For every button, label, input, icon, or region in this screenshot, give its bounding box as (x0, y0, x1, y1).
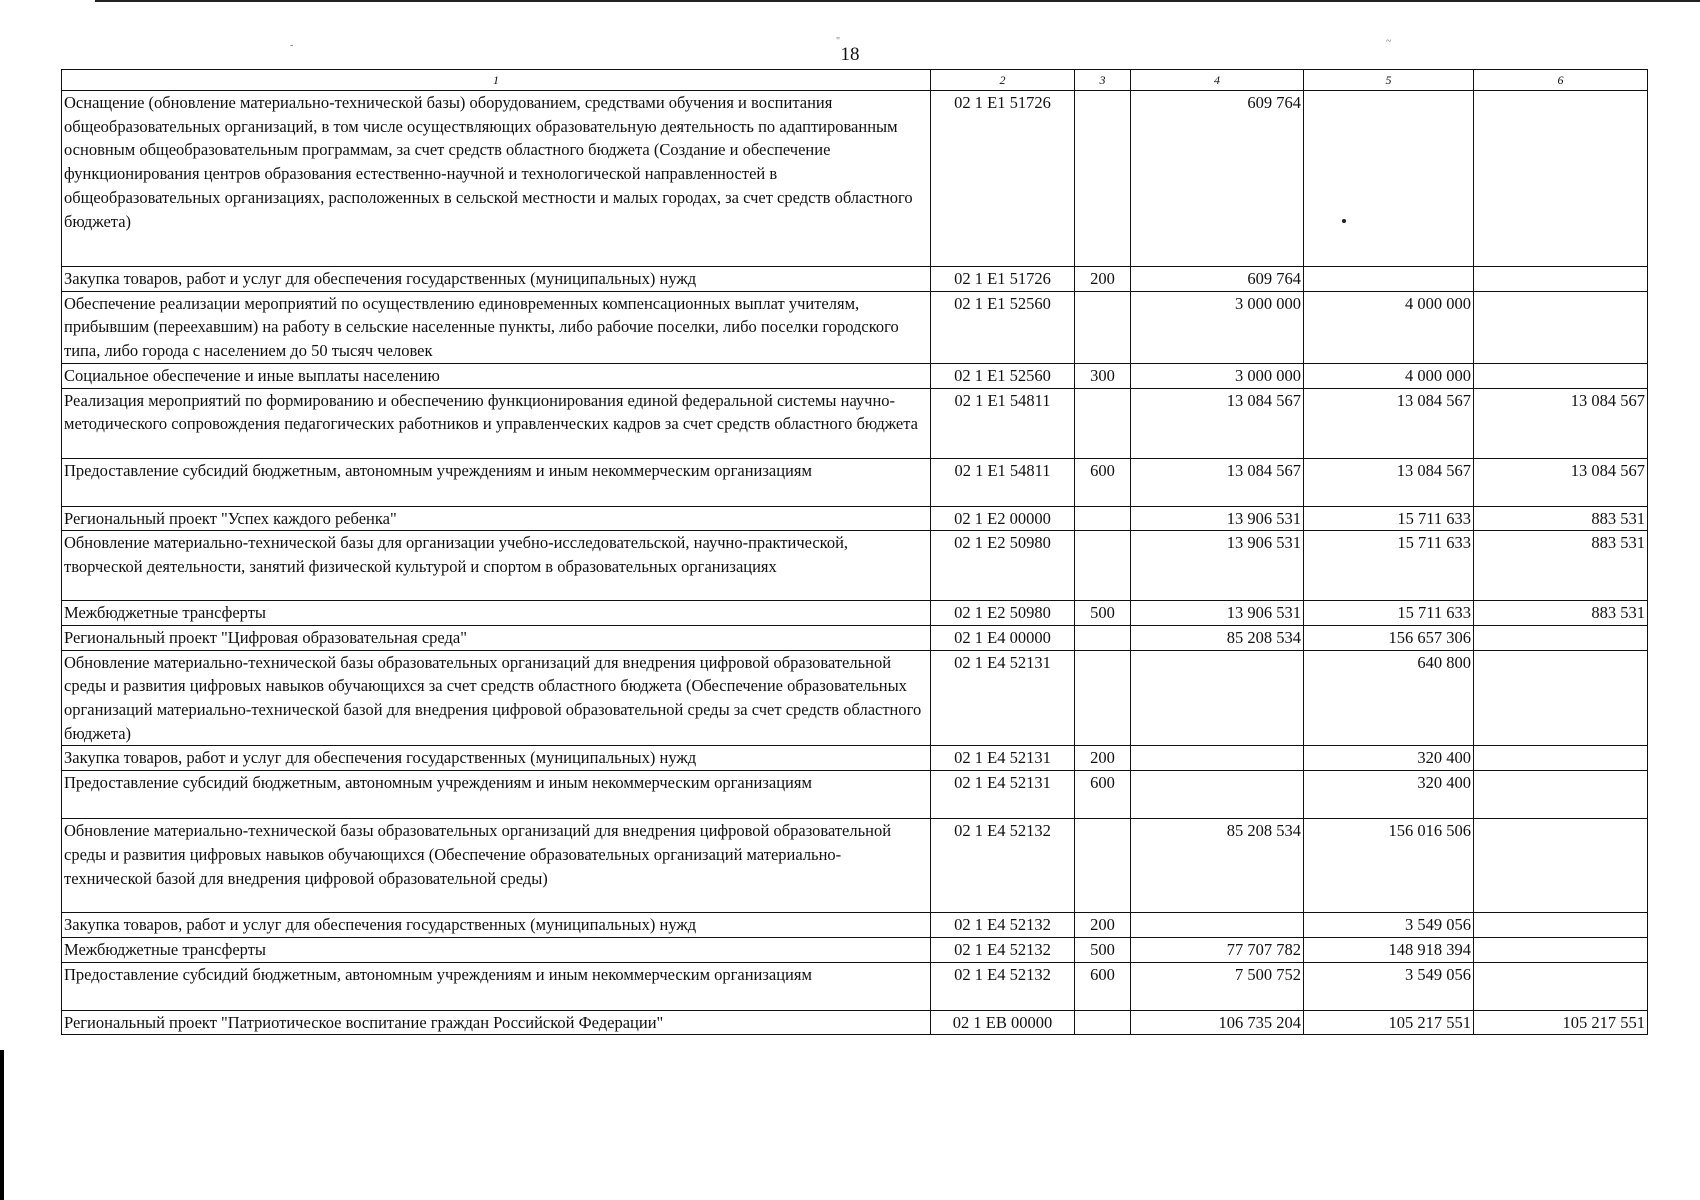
row-value-col4: 85 208 534 (1131, 819, 1304, 913)
row-type-cell (1075, 819, 1131, 913)
row-code-cell: 02 1 E1 54811 (931, 458, 1075, 506)
row-value-col4 (1131, 913, 1304, 938)
table-row (62, 913, 1648, 938)
table-row (62, 601, 1648, 626)
page-number: 18 (840, 44, 860, 65)
table-row (62, 91, 1648, 267)
table-row (62, 962, 1648, 1010)
row-value-col4: 13 906 531 (1131, 601, 1304, 626)
scan-speck: ~ (1386, 36, 1392, 47)
row-value-col6: 883 531 (1474, 531, 1648, 601)
row-type-cell: 200 (1075, 913, 1131, 938)
row-code-cell: 02 1 E4 00000 (931, 625, 1075, 650)
scan-edge-mark (0, 1050, 4, 1200)
row-value-col5: 156 657 306 (1304, 625, 1474, 650)
row-name-cell: Предоставление субсидий бюджетным, автономным учреждениям и иным некоммерческим организациям (62, 962, 931, 1010)
row-code-cell: 02 1 E2 50980 (931, 531, 1075, 601)
row-value-col5: 156 016 506 (1304, 819, 1474, 913)
row-value-col6 (1474, 962, 1648, 1010)
row-value-col4 (1131, 650, 1304, 746)
row-value-col6: 13 084 567 (1474, 388, 1648, 458)
row-name-cell: Закупка товаров, работ и услуг для обеспечения государственных (муниципальных) нужд (62, 746, 931, 771)
row-value-col4: 85 208 534 (1131, 625, 1304, 650)
row-value-col4: 609 764 (1131, 91, 1304, 267)
row-name-cell: Региональный проект "Успех каждого ребенка" (62, 506, 931, 531)
row-value-col6: 883 531 (1474, 506, 1648, 531)
row-value-col6: 13 084 567 (1474, 458, 1648, 506)
row-value-col6 (1474, 771, 1648, 819)
row-type-cell (1075, 531, 1131, 601)
row-value-col6 (1474, 291, 1648, 363)
row-type-cell: 200 (1075, 746, 1131, 771)
row-name-cell: Обновление материально-технической базы образовательных организаций для внедрения цифровой образовательной среды и развития цифровых навыков обучающихся (Обеспечение образовательных организаций материально-технической базой для внедрения цифровой образовательной среды) (62, 819, 931, 913)
column-header: 2 (931, 70, 1075, 91)
row-type-cell: 300 (1075, 363, 1131, 388)
row-type-cell (1075, 506, 1131, 531)
column-number-header (62, 70, 1648, 91)
table-row (62, 625, 1648, 650)
row-type-cell: 600 (1075, 962, 1131, 1010)
table-row (62, 267, 1648, 292)
row-value-col5: 320 400 (1304, 746, 1474, 771)
row-type-cell (1075, 91, 1131, 267)
row-name-cell: Социальное обеспечение и иные выплаты населению (62, 363, 931, 388)
row-name-cell: Закупка товаров, работ и услуг для обеспечения государственных (муниципальных) нужд (62, 913, 931, 938)
row-name-cell: Закупка товаров, работ и услуг для обеспечения государственных (муниципальных) нужд (62, 267, 931, 292)
row-value-col4 (1131, 746, 1304, 771)
table-row (62, 531, 1648, 601)
table-row (62, 1010, 1648, 1035)
table-row (62, 937, 1648, 962)
row-code-cell: 02 1 E2 00000 (931, 506, 1075, 531)
row-value-col6 (1474, 267, 1648, 292)
row-code-cell: 02 1 E4 52132 (931, 962, 1075, 1010)
row-name-cell: Оснащение (обновление материально-технической базы) оборудованием, средствами обучения и воспитания общеобразовательных организаций, в том числе осуществляющих образовательную деятельность по адаптированным основным общеобразовательным программам, за счет средств областного бюджета (Создание и обеспечение функционирования центров образования естественно-научной и технологической направленностей в общеобразовательных организациях, расположенных в сельской местности и малых городах, за счет средств областного бюджета) (62, 91, 931, 267)
table-row (62, 771, 1648, 819)
row-type-cell: 600 (1075, 771, 1131, 819)
table-row (62, 363, 1648, 388)
row-code-cell: 02 1 E4 52131 (931, 650, 1075, 746)
top-border-line (95, 0, 1700, 2)
row-name-cell: Обновление материально-технической базы образовательных организаций для внедрения цифровой образовательной среды и развития цифровых навыков обучающихся за счет средств областного бюджета (Обеспечение образовательных организаций материально-технической базой для внедрения цифровой образовательной среды за счет средств областного бюджета) (62, 650, 931, 746)
row-value-col5: 3 549 056 (1304, 913, 1474, 938)
row-name-cell: Обеспечение реализации мероприятий по осуществлению единовременных компенсационных выплат учителям, прибывшим (переехавшим) на работу в сельские населенные пункты, либо рабочие поселки, либо поселки городского типа, либо города с населением до 50 тысяч человек (62, 291, 931, 363)
row-value-col5: 148 918 394 (1304, 937, 1474, 962)
row-value-col4: 13 906 531 (1131, 531, 1304, 601)
row-code-cell: 02 1 E4 52132 (931, 937, 1075, 962)
row-value-col6 (1474, 819, 1648, 913)
row-value-col4: 77 707 782 (1131, 937, 1304, 962)
table-row (62, 388, 1648, 458)
row-value-col5: 13 084 567 (1304, 388, 1474, 458)
row-type-cell (1075, 625, 1131, 650)
row-value-col5: 15 711 633 (1304, 601, 1474, 626)
row-value-col5: 13 084 567 (1304, 458, 1474, 506)
row-value-col4: 13 084 567 (1131, 458, 1304, 506)
row-name-cell: Межбюджетные трансферты (62, 601, 931, 626)
row-code-cell: 02 1 E4 52131 (931, 746, 1075, 771)
row-code-cell: 02 1 E1 52560 (931, 363, 1075, 388)
row-code-cell: 02 1 E1 51726 (931, 267, 1075, 292)
row-type-cell (1075, 1010, 1131, 1035)
row-value-col6 (1474, 650, 1648, 746)
row-code-cell: 02 1 EB 00000 (931, 1010, 1075, 1035)
row-name-cell: Межбюджетные трансферты (62, 937, 931, 962)
row-value-col5 (1304, 267, 1474, 292)
row-value-col5: 320 400 (1304, 771, 1474, 819)
row-type-cell (1075, 650, 1131, 746)
table-row (62, 650, 1648, 746)
row-value-col5: 4 000 000 (1304, 363, 1474, 388)
row-name-cell: Региональный проект "Цифровая образовательная среда" (62, 625, 931, 650)
row-name-cell: Обновление материально-технической базы для организации учебно-исследовательской, научно-практической, творческой деятельности, занятий физической культурой и спортом в образовательных организациях (62, 531, 931, 601)
row-code-cell: 02 1 E1 51726 (931, 91, 1075, 267)
row-type-cell: 200 (1075, 267, 1131, 292)
row-name-cell: Реализация мероприятий по формированию и обеспечению функционирования единой федеральной системы научно-методического сопровождения педагогических работников и управленческих кадров за счет средств областного бюджета (62, 388, 931, 458)
column-header: 1 (62, 70, 931, 91)
row-name-cell: Предоставление субсидий бюджетным, автономным учреждениям и иным некоммерческим организациям (62, 458, 931, 506)
row-value-col6 (1474, 363, 1648, 388)
row-name-cell: Региональный проект "Патриотическое воспитание граждан Российской Федерации" (62, 1010, 931, 1035)
row-value-col6 (1474, 937, 1648, 962)
row-value-col4: 13 906 531 (1131, 506, 1304, 531)
row-value-col4: 13 084 567 (1131, 388, 1304, 458)
row-value-col5: 640 800 (1304, 650, 1474, 746)
row-value-col6 (1474, 746, 1648, 771)
table-row (62, 819, 1648, 913)
column-header: 4 (1131, 70, 1304, 91)
table-row (62, 506, 1648, 531)
row-code-cell: 02 1 E4 52132 (931, 913, 1075, 938)
table-row (62, 291, 1648, 363)
budget-table (61, 69, 1648, 1035)
row-value-col4: 106 735 204 (1131, 1010, 1304, 1035)
row-value-col6 (1474, 625, 1648, 650)
row-value-col6: 105 217 551 (1474, 1010, 1648, 1035)
row-value-col4: 3 000 000 (1131, 363, 1304, 388)
row-code-cell: 02 1 E1 54811 (931, 388, 1075, 458)
column-header: 3 (1075, 70, 1131, 91)
row-code-cell: 02 1 E4 52132 (931, 819, 1075, 913)
row-value-col4: 7 500 752 (1131, 962, 1304, 1010)
row-value-col5: 4 000 000 (1304, 291, 1474, 363)
row-code-cell: 02 1 E1 52560 (931, 291, 1075, 363)
scan-speck: - (290, 40, 294, 51)
row-type-cell: 500 (1075, 937, 1131, 962)
row-name-cell: Предоставление субсидий бюджетным, автономным учреждениям и иным некоммерческим организациям (62, 771, 931, 819)
row-type-cell: 500 (1075, 601, 1131, 626)
column-header: 5 (1304, 70, 1474, 91)
row-value-col6 (1474, 913, 1648, 938)
table-row (62, 458, 1648, 506)
row-value-col5: 105 217 551 (1304, 1010, 1474, 1035)
row-value-col5 (1304, 91, 1474, 267)
row-value-col6: 883 531 (1474, 601, 1648, 626)
row-value-col4: 3 000 000 (1131, 291, 1304, 363)
budget-table-body (62, 70, 1648, 1035)
row-value-col4: 609 764 (1131, 267, 1304, 292)
row-value-col6 (1474, 91, 1648, 267)
row-type-cell (1075, 291, 1131, 363)
row-value-col5: 15 711 633 (1304, 531, 1474, 601)
row-code-cell: 02 1 E4 52131 (931, 771, 1075, 819)
table-row (62, 746, 1648, 771)
row-value-col5: 15 711 633 (1304, 506, 1474, 531)
scan-speck: " (836, 36, 841, 47)
row-value-col5: 3 549 056 (1304, 962, 1474, 1010)
row-value-col4 (1131, 771, 1304, 819)
row-type-cell: 600 (1075, 458, 1131, 506)
row-type-cell (1075, 388, 1131, 458)
row-code-cell: 02 1 E2 50980 (931, 601, 1075, 626)
column-header: 6 (1474, 70, 1648, 91)
